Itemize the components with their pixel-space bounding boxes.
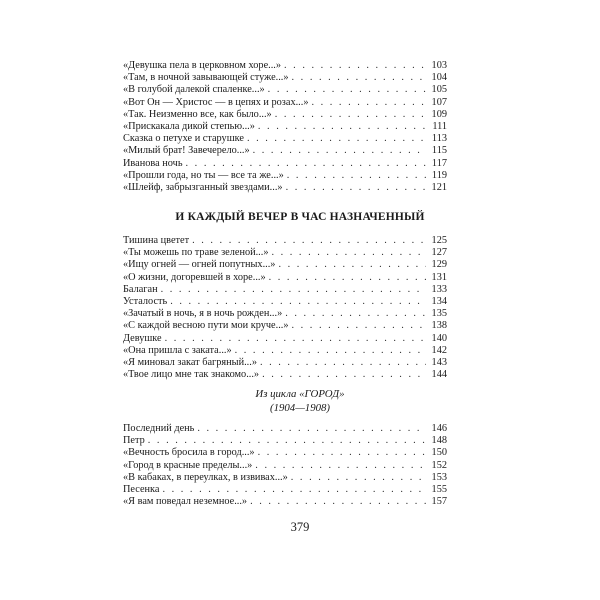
toc-entry: [123, 182, 447, 194]
dot-leader: [291, 472, 426, 484]
toc-entry: [123, 296, 447, 308]
entry-page: 113: [431, 133, 447, 145]
dot-leader: [170, 296, 426, 308]
toc-entry: [123, 72, 447, 84]
dot-leader: [271, 247, 426, 259]
toc-entry: [123, 84, 447, 96]
dot-leader: [284, 60, 426, 72]
dot-leader: [292, 72, 426, 84]
dot-leader: [235, 345, 426, 357]
toc-entry: [123, 423, 447, 435]
entry-title: «Зачатый в ночь, я в ночь рожден...»: [123, 308, 283, 320]
toc-entry: [123, 369, 447, 381]
dot-leader: [258, 447, 426, 459]
entry-page: 153: [431, 471, 447, 483]
entry-title: «Прошли года, но ты — все та же...»: [123, 169, 284, 181]
toc-entry: [123, 133, 447, 145]
dot-leader: [286, 182, 426, 194]
toc-entry: [123, 357, 447, 369]
dot-leader: [192, 235, 426, 247]
toc-entry: [123, 447, 447, 459]
entry-title: «Шлейф, забрызганный звездами...»: [123, 181, 283, 193]
entry-page: 138: [431, 320, 447, 332]
entry-title: «Вот Он — Христос — в цепях и розах...»: [123, 96, 309, 108]
entry-page: 103: [431, 60, 447, 71]
entry-title: «Милый брат! Завечерело...»: [123, 145, 250, 157]
dot-leader: [275, 109, 426, 121]
entry-title: Тишина цветет: [123, 235, 190, 246]
toc-entry: [123, 158, 447, 170]
toc-list-3: [123, 423, 447, 508]
entry-page: 148: [431, 435, 447, 447]
dot-leader: [292, 320, 427, 332]
dot-leader: [285, 308, 426, 320]
entry-title: «Прискакала дикой степью...»: [123, 120, 255, 132]
entry-title: Балаган: [123, 283, 158, 295]
entry-title: Последний день: [123, 423, 195, 434]
entry-page: 104: [431, 72, 447, 84]
toc-entry: [123, 320, 447, 332]
entry-page: 133: [431, 283, 447, 295]
toc-entry: [123, 97, 447, 109]
entry-title: «О жизни, догоревшей в хоре...»: [123, 271, 266, 283]
entry-title: Иванова ночь: [123, 157, 183, 169]
entry-page: 121: [431, 181, 447, 193]
entry-title: «В кабаках, в переулках, в извивах...»: [123, 471, 288, 483]
dot-leader: [278, 259, 426, 271]
dot-leader: [186, 158, 426, 170]
toc-entry: [123, 235, 447, 247]
dot-leader: [148, 435, 426, 447]
entry-page: 129: [431, 259, 447, 271]
dot-leader: [255, 460, 426, 472]
dot-leader: [260, 357, 426, 369]
toc-entry: [123, 472, 447, 484]
entry-page: 115: [431, 145, 447, 157]
dot-leader: [311, 97, 426, 109]
entry-title: Песенка: [123, 483, 160, 495]
entry-title: «Девушка пела в церковном хоре...»: [123, 60, 282, 71]
dot-leader: [253, 145, 426, 157]
toc-entry: [123, 484, 447, 496]
entry-page: 143: [431, 356, 447, 368]
entry-page: 146: [431, 423, 447, 434]
entry-title: «Вечность бросила в город...»: [123, 447, 255, 459]
dot-leader: [161, 284, 426, 296]
entry-page: 105: [431, 84, 447, 96]
toc-entry: [123, 247, 447, 259]
toc-entry: [123, 145, 447, 157]
cycle-title: Из цикла «ГОРОД»: [255, 388, 345, 400]
entry-title: «Ты можешь по траве зеленой...»: [123, 247, 269, 259]
dot-leader: [269, 272, 426, 284]
toc-entry: [123, 496, 447, 508]
entry-page: 152: [431, 459, 447, 471]
entry-page: 131: [431, 271, 447, 283]
entry-title: «Так. Неизменно все, как было...»: [123, 108, 272, 120]
toc-entry: [123, 345, 447, 357]
dot-leader: [247, 133, 426, 145]
entry-title: «С каждой весною пути мои круче...»: [123, 320, 289, 332]
dot-leader: [165, 333, 426, 345]
dot-leader: [287, 170, 426, 182]
dot-leader: [268, 84, 426, 96]
entry-title: Усталость: [123, 295, 168, 307]
entry-page: 150: [431, 447, 447, 459]
entry-page: 140: [431, 332, 447, 344]
toc-entry: [123, 259, 447, 271]
toc-entry: [123, 121, 447, 133]
entry-page: 107: [431, 96, 447, 108]
entry-page: 144: [431, 369, 447, 381]
entry-title: «Я вам поведал неземное...»: [123, 496, 248, 508]
dot-leader: [197, 423, 426, 435]
entry-title: «Там, в ночной завывающей стуже...»: [123, 72, 289, 84]
toc-entry: [123, 435, 447, 447]
entry-title: Девушке: [123, 332, 162, 344]
toc-entry: [123, 109, 447, 121]
entry-page: 125: [431, 235, 447, 246]
entry-title: «В голубой далекой спаленке...»: [123, 84, 265, 96]
entry-title: «Она пришла с заката...»: [123, 344, 232, 356]
entry-title: Петр: [123, 435, 145, 447]
toc-entry: [123, 272, 447, 284]
entry-title: «Твое лицо мне так знакомо...»: [123, 369, 260, 381]
section-heading: И КАЖДЫЙ ВЕЧЕР В ЧАС НАЗНАЧЕННЫЙ: [175, 211, 425, 223]
dot-leader: [262, 369, 426, 381]
entry-title: «Город в красные пределы...»: [123, 459, 253, 471]
entry-page: 111: [432, 120, 447, 132]
entry-title: «Ищу огней — огней попутных...»: [123, 259, 276, 271]
toc-entry: [123, 460, 447, 472]
toc-entry: [123, 170, 447, 182]
entry-page: 117: [431, 157, 447, 169]
entry-page: 119: [431, 169, 447, 181]
toc-entry: [123, 308, 447, 320]
entry-page: 142: [431, 344, 447, 356]
entry-page: 157: [431, 496, 447, 508]
dot-leader: [250, 496, 426, 508]
entry-page: 134: [431, 295, 447, 307]
entry-page: 135: [431, 308, 447, 320]
toc-list-1: [123, 60, 447, 194]
dot-leader: [162, 484, 426, 496]
entry-page: 127: [431, 247, 447, 259]
dot-leader: [258, 121, 426, 133]
page-number: 379: [290, 520, 310, 534]
toc-list-2: [123, 235, 447, 381]
entry-title: Сказка о петухе и старушке: [123, 133, 244, 145]
entry-title: «Я миновал закат багряный...»: [123, 356, 257, 368]
toc-entry: [123, 333, 447, 345]
cycle-years: (1904—1908): [270, 402, 330, 414]
entry-page: 155: [431, 483, 447, 495]
toc-entry: [123, 60, 447, 72]
entry-page: 109: [431, 108, 447, 120]
toc-entry: [123, 284, 447, 296]
